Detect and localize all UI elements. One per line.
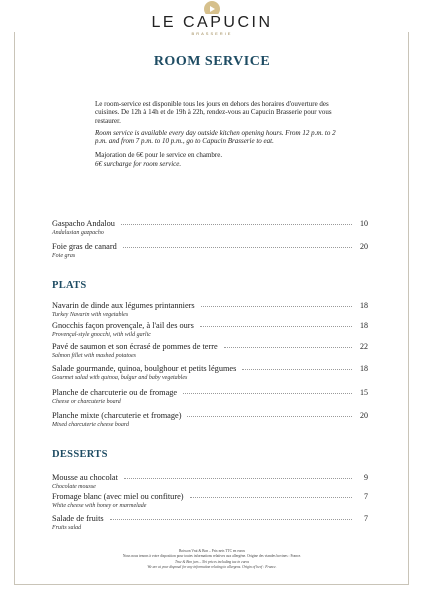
item-name: Planche mixte (charcuterie et fromage): [52, 410, 185, 421]
item-price: 7: [364, 492, 368, 501]
item-name: Gnocchis façon provençale, à l'ail des ours: [52, 320, 198, 331]
dotted-leader: [224, 347, 352, 348]
item-price: 20: [360, 242, 368, 251]
menu-item: [52, 320, 368, 339]
item-description: White cheese with honey or marmelade: [52, 503, 147, 509]
intro-fr: Le room-service est disponible tous les jours en dehors des horaires d'ouverture des cuisines. De 12h à 14h et de 19h à 22h, rendez-vous au Capucin Brasserie pour vous restaurer.: [95, 100, 332, 125]
item-description: Foie gras: [52, 253, 76, 259]
item-price: 18: [360, 364, 368, 373]
footer-line-2: Nous nous tenons à votre disposition pour toutes informations relatives aux allergène. Origine des viandes bovines : France.: [122, 554, 302, 559]
footer-line-3: True & Bon jars – Net prices including tax in euros: [175, 559, 249, 564]
item-name: Planche de charcuterie ou de fromage: [52, 387, 181, 398]
dotted-leader: [201, 306, 352, 307]
item-price: 20: [360, 411, 368, 420]
page-title: ROOM SERVICE: [153, 54, 271, 69]
item-price: 7: [364, 514, 368, 523]
footer-line-4: We are at your disposal for any information relating to allergens. Origin of beef : France.: [147, 565, 277, 570]
menu-item: [52, 363, 368, 382]
play-icon: [208, 5, 216, 13]
menu-item: [52, 410, 368, 429]
intro-text: [95, 100, 340, 172]
dotted-leader: [200, 326, 352, 327]
menu-item: [52, 341, 368, 360]
item-description: Provençal-style gnocchi, with wild garlic: [52, 332, 151, 338]
item-price: 18: [360, 301, 368, 310]
item-price: 10: [360, 219, 368, 228]
section-heading-plats: PLATS: [52, 280, 87, 291]
brand-name: LE CAPUCIN: [145, 14, 278, 31]
item-description: Turkey Navarin with vegetables: [52, 312, 129, 318]
item-description: Andalusian gazpacho: [52, 230, 104, 236]
dotted-leader: [110, 519, 352, 520]
intro-en: Room service is available every day outside kitchen opening hours. From 12 p.m. to 2 p.m. and from 7 p.m. to 10 p.m., go to Capucin Brasserie to eat.: [95, 128, 336, 146]
menu-item: [52, 218, 368, 237]
item-description: Cheese or charcuterie board: [52, 399, 121, 405]
item-name: Salade gourmande, quinoa, boulghour et petits légumes: [52, 363, 240, 374]
item-description: Gourmet salad with quinoa, bulgur and baby vegetables: [52, 375, 188, 381]
item-name: Mousse au chocolat: [52, 472, 122, 483]
section-heading-desserts: DESSERTS: [52, 449, 108, 460]
item-description: Chocolate mousse: [52, 484, 96, 490]
footer-line-1: Boisson Vrai & Bon – Prix nets TTC en euros: [178, 549, 246, 553]
item-price: 18: [360, 321, 368, 330]
item-description: Mixed charcuterie cheese board: [52, 422, 130, 428]
item-price: 22: [360, 342, 368, 351]
dotted-leader: [190, 497, 352, 498]
item-price: 15: [360, 388, 368, 397]
surcharge-en: 6€ surcharge for room service.: [95, 159, 182, 168]
menu-item: [52, 491, 368, 510]
item-price: 9: [364, 473, 368, 482]
dotted-leader: [123, 247, 352, 248]
item-description: Salmon fillet with mashed potatoes: [52, 353, 136, 359]
brand-logo: [0, 14, 424, 32]
dotted-leader: [187, 416, 352, 417]
brand-subtitle: BRASSERIE: [191, 31, 233, 36]
dotted-leader: [121, 224, 352, 225]
item-name: Foie gras de canard: [52, 241, 121, 252]
dotted-leader: [124, 478, 352, 479]
dotted-leader: [183, 393, 352, 394]
menu-item: [52, 472, 368, 491]
item-name: Fromage blanc (avec miel ou confiture): [52, 491, 188, 502]
menu-item: [52, 241, 368, 260]
menu-item: [52, 300, 368, 319]
item-name: Navarin de dinde aux légumes printanniers: [52, 300, 199, 311]
dotted-leader: [242, 369, 352, 370]
item-name: Salade de fruits: [52, 513, 108, 524]
menu-item: [52, 513, 368, 532]
footer-notes: [0, 549, 424, 571]
item-name: Pavé de saumon et son écrasé de pommes de terre: [52, 341, 222, 352]
item-name: Gaspacho Andalou: [52, 218, 119, 229]
surcharge-fr: Majoration de 6€ pour le service en chambre.: [95, 151, 223, 160]
menu-item: [52, 387, 368, 406]
item-description: Fruits salad: [52, 525, 82, 531]
